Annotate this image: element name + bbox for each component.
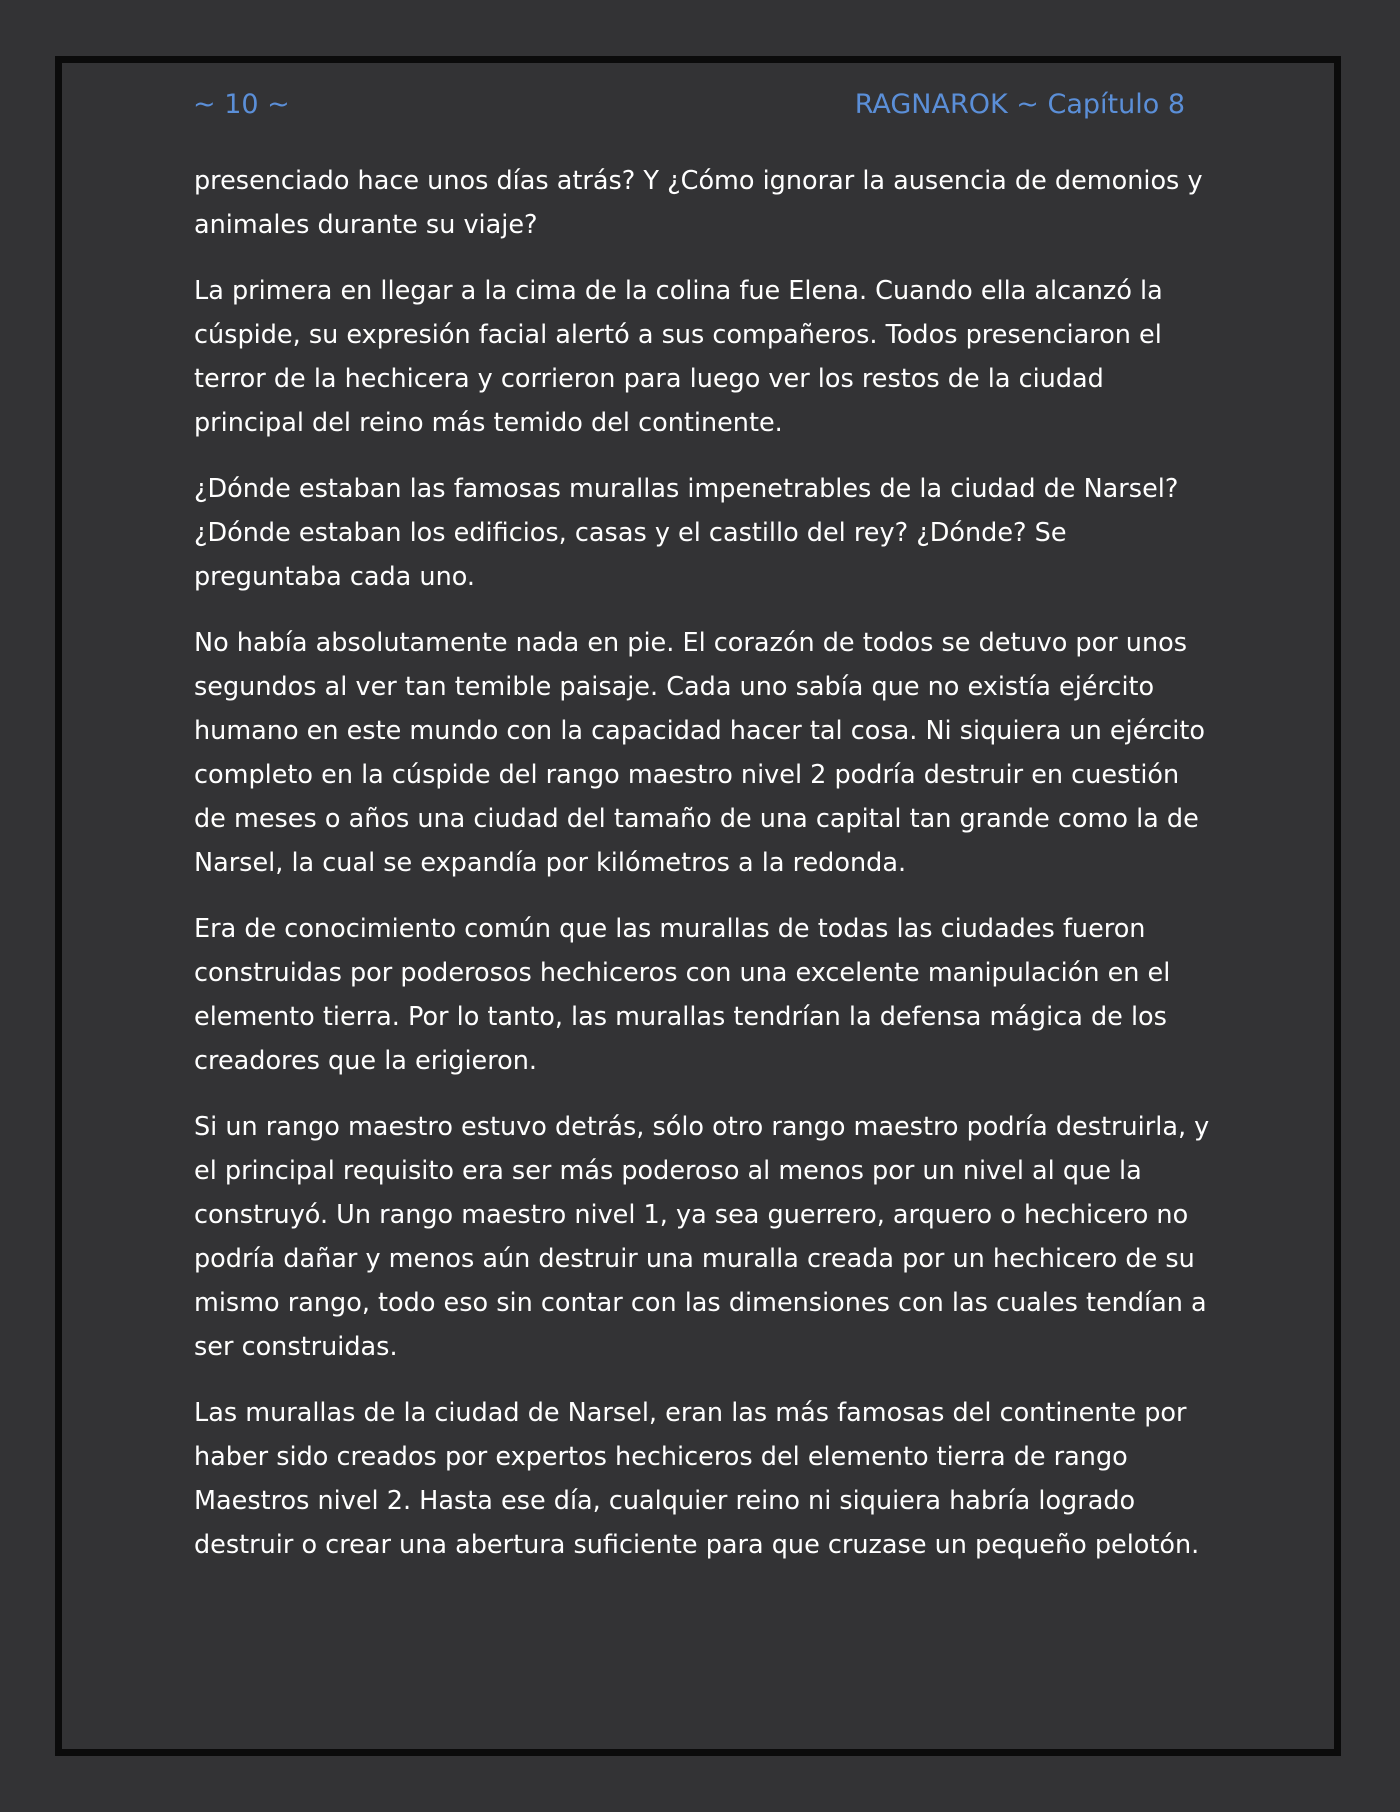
paragraph: No había absolutamente nada en pie. El corazón de todos se detuvo por unos segundos al ver tan temible paisaje. Cada uno sabía que no existía ejército humano en este mundo con la capacidad hacer tal cosa. Ni siquiera un ejército completo en la cúspide del rango maestro nivel 2 podría destruir en cuestión de meses o años una ciudad del tamaño de una capital tan grande como la de Narsel, la cual se expandía por kilómetros a la redonda. — [194, 628, 1205, 878]
paragraph: Si un rango maestro estuvo detrás, sólo otro rango maestro podría destruirla, y el principal requisito era ser más poderoso al menos por un nivel al que la construyó. Un rango maestro nivel 1, ya sea guerrero, arquero o hechicero no podría dañar y menos aún destruir una muralla creada por un hechicero de su mismo rango, todo eso sin contar con las dimensiones con las cuales tendían a ser construidas. — [194, 1112, 1210, 1362]
paragraph: La primera en llegar a la cima de la colina fue Elena. Cuando ella alcanzó la cúspide, su expresión facial alertó a sus compañeros. Todos presenciaron el terror de la hechicera y corrieron para luego ver los restos de la ciudad principal del reino más temido del continente. — [194, 276, 1163, 438]
paragraph: ¿Dónde estaban las famosas murallas impenetrables de la ciudad de Narsel? ¿Dónde estaban los edificios, casas y el castillo del rey? ¿Dónde? Se preguntaba cada uno. — [194, 474, 1179, 592]
paragraph: Las murallas de la ciudad de Narsel, eran las más famosas del continente por haber sido creados por expertos hechiceros del elemento tierra de rango Maestros nivel 2. Hasta ese día, cualquier reino ni siquiera habría logrado destruir o crear una abertura suficiente para que cruzase un pequeño pelotón. — [194, 1398, 1200, 1560]
running-title: RAGNAROK ~ Capítulo 8 — [854, 88, 1185, 120]
page-number: ~ 10 ~ — [193, 88, 290, 120]
paragraph: presenciado hace unos días atrás? Y ¿Cómo ignorar la ausencia de demonios y animales durante su viaje? — [194, 166, 1203, 240]
page-header — [193, 84, 1185, 124]
paragraph: Era de conocimiento común que las murallas de todas las ciudades fueron construidas por poderosos hechiceros con una excelente manipulación en el elemento tierra. Por lo tanto, las murallas tendrían la defensa mágica de los creadores que la erigieron. — [194, 914, 1171, 1076]
page-body — [194, 159, 1212, 1589]
